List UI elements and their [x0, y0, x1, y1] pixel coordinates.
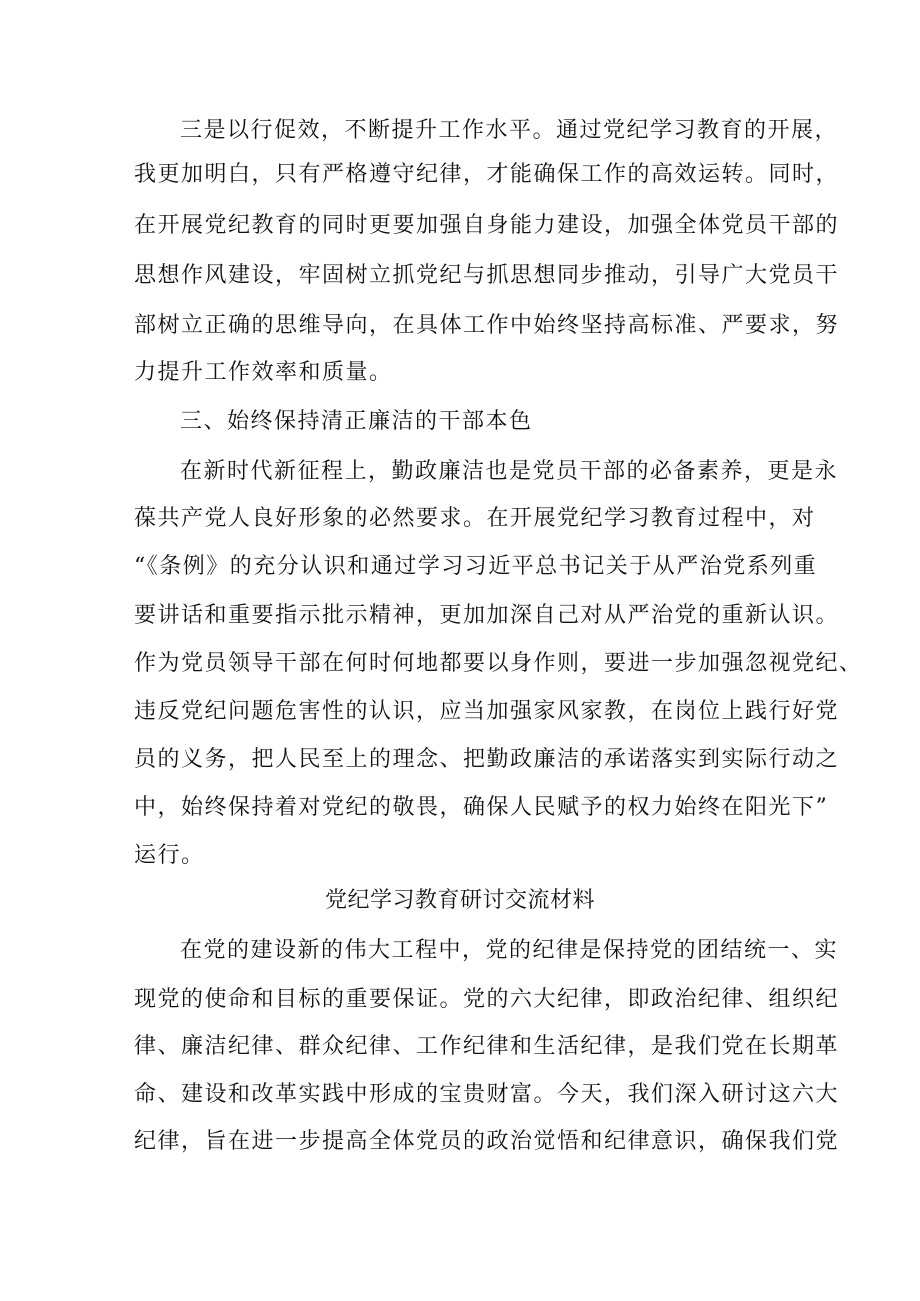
- document-title: 党纪学习教育研讨交流材料: [324, 888, 595, 913]
- text-line: 律、廉洁纪律、群众纪律、工作纪律和生活纪律，是我们党在长期革: [134, 1034, 840, 1059]
- text-line: 力提升工作效率和质量。: [134, 360, 393, 385]
- text-line: 作为党员领导干部在何时何地都要以身作则，要进一步加强忽视党纪、: [134, 651, 863, 676]
- text-line: 命、建设和改革实践中形成的宝贵财富。今天，我们深入研讨这六大: [134, 1082, 840, 1107]
- text-line: 在新时代新征程上，勤政廉洁也是党员干部的必备素养，更是永: [180, 459, 839, 484]
- text-line: 葆共产党人良好形象的必然要求。在开展党纪学习教育过程中，对: [134, 506, 816, 531]
- text-line: 员的义务，把人民至上的理念、把勤政廉洁的承诺落实到实际行动之: [134, 747, 840, 772]
- section-heading: 三、始终保持清正廉洁的干部本色: [180, 409, 533, 434]
- text-line: 我更加明白，只有严格遵守纪律，才能确保工作的高效运转。同时，: [134, 162, 840, 187]
- text-line: 现党的使命和目标的重要保证。党的六大纪律，即政治纪律、组织纪: [134, 987, 840, 1012]
- text-line: 要讲话和重要指示批示精神，更加加深自己对从严治党的重新认识。: [134, 603, 840, 628]
- text-line: 中，始终保持着对党纪的敬畏，确保人民赋予的权力始终在阳光下”: [134, 795, 829, 820]
- text-line: 部树立正确的思维导向，在具体工作中始终坚持高标准、严要求，努: [134, 313, 840, 338]
- text-line: 纪律，旨在进一步提高全体党员的政治觉悟和纪律意识，确保我们党: [134, 1129, 840, 1154]
- text-line: 在党的建设新的伟大工程中，党的纪律是保持党的团结统一、实: [180, 938, 839, 963]
- text-line: 运行。: [134, 843, 205, 868]
- text-line: 三是以行促效，不断提升工作水平。通过党纪学习教育的开展，: [180, 118, 839, 143]
- text-line: 在开展党纪教育的同时更要加强自身能力建设，加强全体党员干部的: [134, 213, 840, 238]
- text-line: “《条例》的充分认识和通过学习习近平总书记关于从严治党系列重: [134, 554, 818, 579]
- text-line: 思想作风建设，牢固树立抓党纪与抓思想同步推动，引导广大党员干: [134, 263, 840, 288]
- text-line: 违反党纪问题危害性的认识，应当加强家风家教，在岗位上践行好党: [134, 699, 840, 724]
